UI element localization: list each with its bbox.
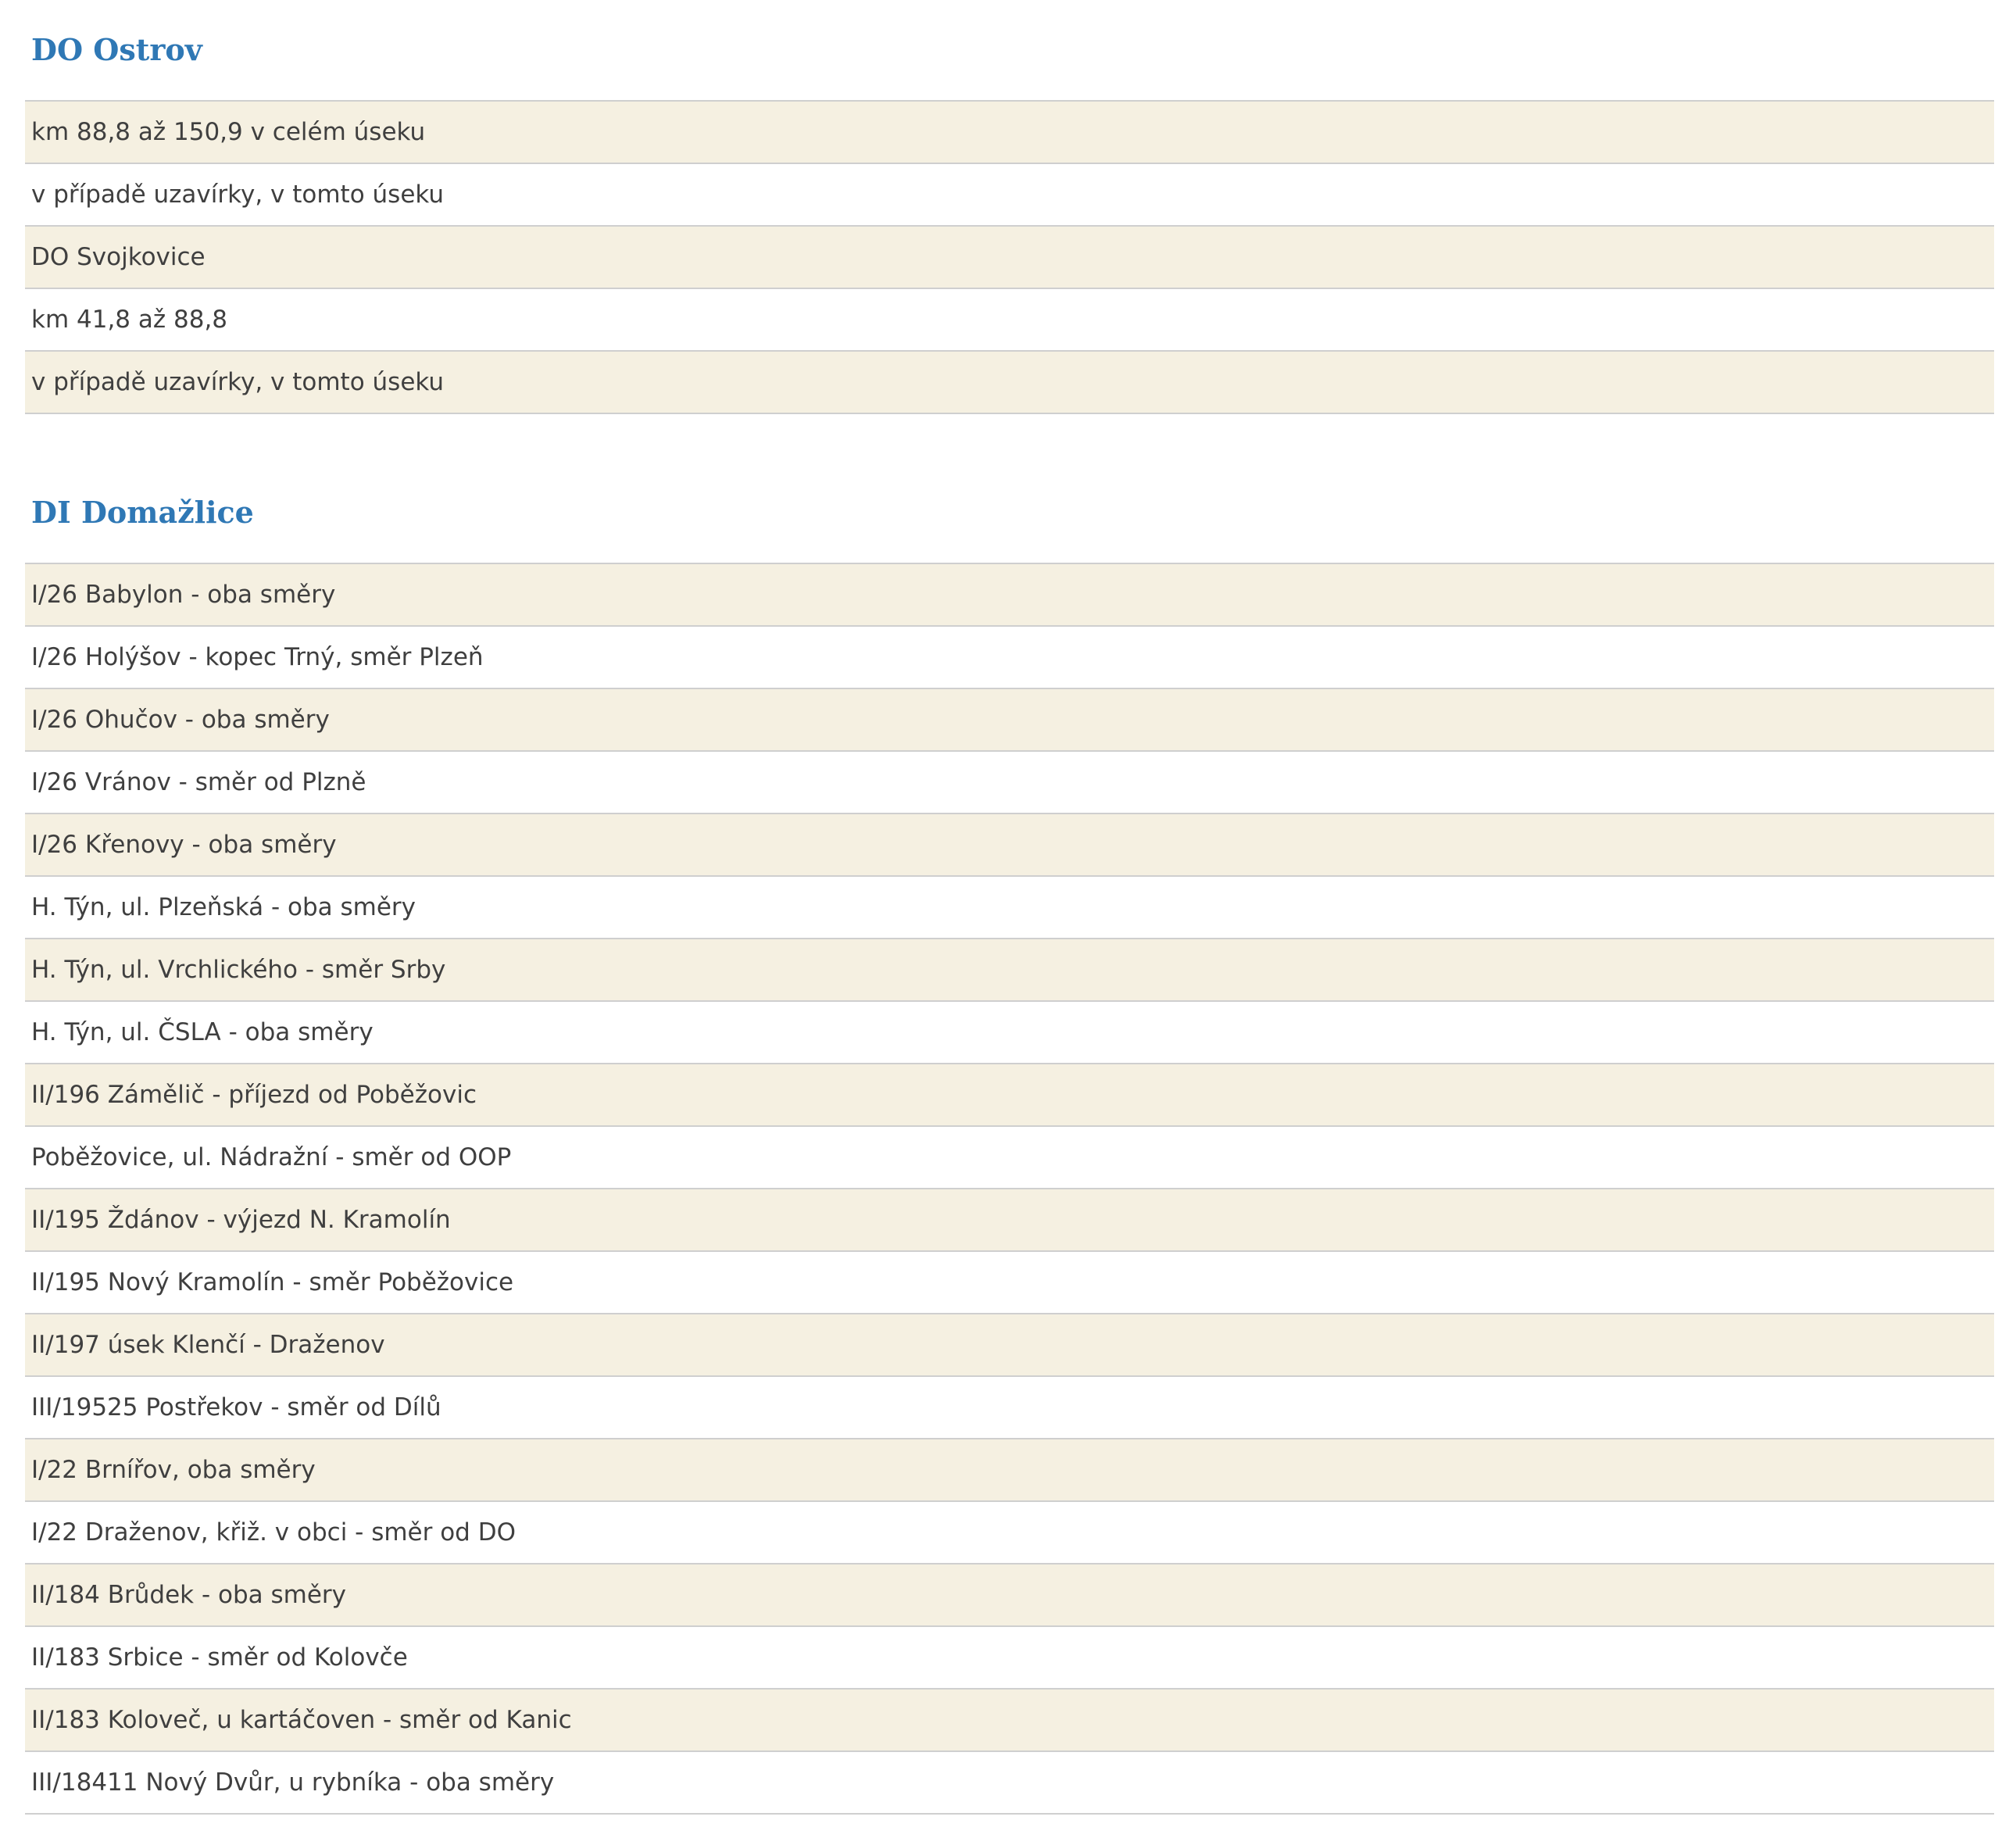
table-row: H. Týn, ul. ČSLA - oba směry [25, 1002, 1994, 1064]
table-row: I/26 Holýšov - kopec Trný, směr Plzeň [25, 627, 1994, 689]
table-row: III/19525 Postřekov - směr od Dílů [25, 1377, 1994, 1439]
section-title: DO Ostrov [31, 32, 202, 67]
table-row: III/18411 Nový Dvůr, u rybníka - oba směry [25, 1752, 1994, 1815]
table-row: I/22 Brnířov, oba směry [25, 1439, 1994, 1502]
table-row: I/26 Babylon - oba směry [25, 564, 1994, 627]
section-do-ostrov [25, 0, 1994, 414]
table-row: I/22 Draženov, křiž. v obci - směr od DO [25, 1502, 1994, 1564]
table-row: I/26 Ohučov - oba směry [25, 689, 1994, 752]
table-row: II/195 Ždánov - výjezd N. Kramolín [25, 1189, 1994, 1252]
table-row: II/183 Koloveč, u kartáčoven - směr od Kanic [25, 1690, 1994, 1752]
table-row: km 88,8 až 150,9 v celém úseku [25, 102, 1994, 164]
table-row: II/197 úsek Klenčí - Draženov [25, 1314, 1994, 1377]
table-row: II/196 Zámělič - příjezd od Poběžovic [25, 1064, 1994, 1127]
table-row: v případě uzavírky, v tomto úseku [25, 164, 1994, 227]
table-row: II/184 Brůdek - oba směry [25, 1564, 1994, 1627]
table-row: v případě uzavírky, v tomto úseku [25, 352, 1994, 414]
table-row: DO Svojkovice [25, 227, 1994, 289]
table-row: km 41,8 až 88,8 [25, 289, 1994, 352]
location-table [25, 100, 1994, 414]
table-row: Poběžovice, ul. Nádražní - směr od OOP [25, 1127, 1994, 1189]
table-row: II/183 Srbice - směr od Kolovče [25, 1627, 1994, 1690]
section-title: DI Domažlice [31, 495, 254, 530]
section-di-domazlice [25, 463, 1994, 1815]
table-row: H. Týn, ul. Vrchlického - směr Srby [25, 939, 1994, 1002]
table-row: I/26 Vránov - směr od Plzně [25, 752, 1994, 814]
location-table [25, 563, 1994, 1815]
table-row: I/26 Křenovy - oba směry [25, 814, 1994, 877]
table-row: II/195 Nový Kramolín - směr Poběžovice [25, 1252, 1994, 1314]
table-row: H. Týn, ul. Plzeňská - oba směry [25, 877, 1994, 939]
